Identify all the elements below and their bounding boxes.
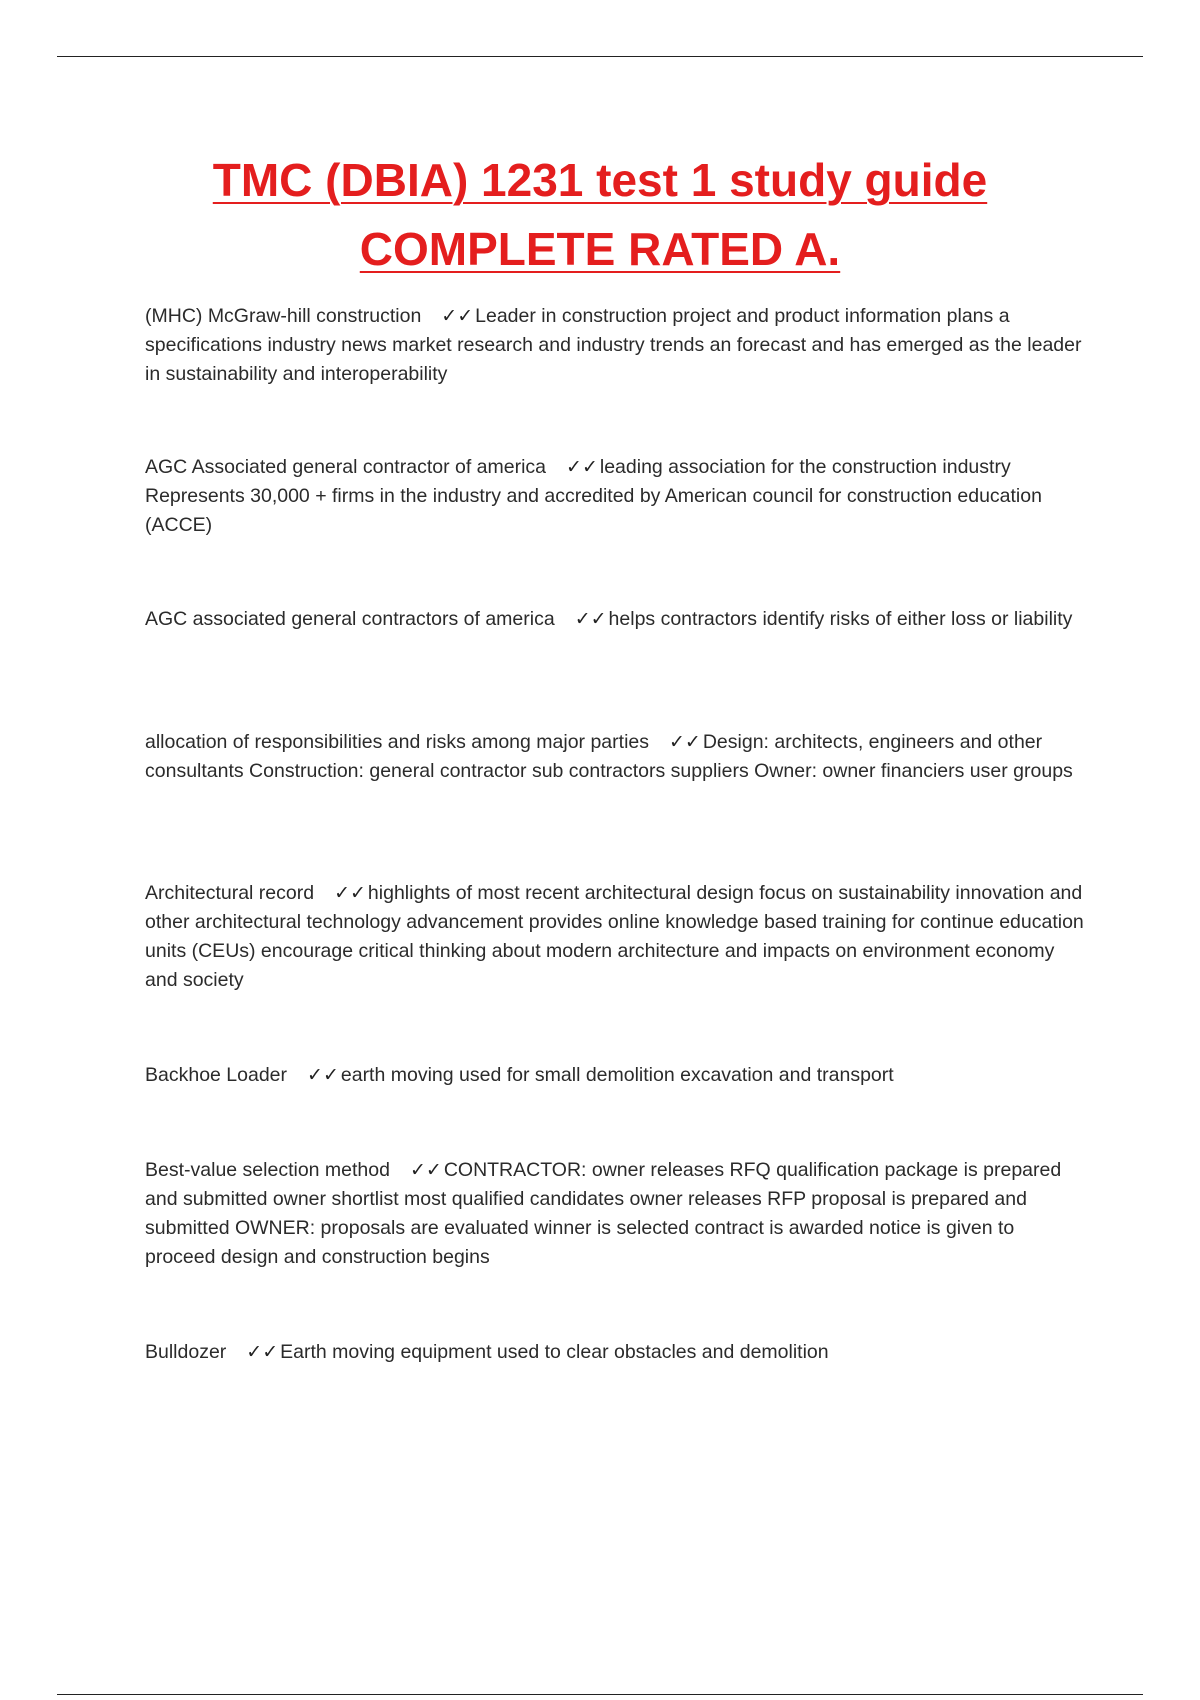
top-rule bbox=[57, 56, 1143, 57]
entry-term: (MHC) McGraw-hill construction bbox=[145, 305, 422, 327]
entry-definition: Earth moving equipment used to clear obstacles and demolition bbox=[280, 1341, 829, 1363]
entry-term: Bulldozer bbox=[145, 1341, 227, 1363]
glossary-entry bbox=[145, 453, 1090, 540]
glossary-entry bbox=[145, 1061, 1090, 1090]
double-check-icon: ✓✓ bbox=[574, 608, 607, 630]
entry-term: Best-value selection method bbox=[145, 1159, 390, 1181]
entry-term: AGC associated general contractors of america bbox=[145, 608, 555, 630]
entry-definition: CONTRACTOR: owner releases RFQ qualification package is prepared and submitted owner shortlist most qualified candidates owner releases RFP proposal is prepared and submitted OWNER: proposals are evaluated winner is selected contract is awarded notice is given to proceed design and construction begins bbox=[145, 1159, 1062, 1268]
entry-definition: leading association for the construction industry Represents 30,000 + firms in the industry and accredited by American council for construction education (ACCE) bbox=[145, 456, 1042, 536]
entry-term: allocation of responsibilities and risks among major parties bbox=[145, 731, 649, 753]
title-line-1: TMC (DBIA) 1231 test 1 study guide bbox=[212, 154, 988, 206]
entry-term: Backhoe Loader bbox=[145, 1064, 288, 1086]
glossary-entry bbox=[145, 879, 1090, 995]
glossary-entry bbox=[145, 1338, 1090, 1367]
entry-term: Architectural record bbox=[145, 882, 315, 904]
glossary-entry bbox=[145, 1156, 1090, 1272]
bottom-rule bbox=[57, 1694, 1143, 1695]
page-title bbox=[120, 146, 1080, 284]
glossary-entry bbox=[145, 605, 1090, 634]
entry-definition: helps contractors identify risks of either loss or liability bbox=[608, 608, 1073, 630]
glossary-entry bbox=[145, 728, 1090, 786]
double-check-icon: ✓✓ bbox=[246, 1341, 279, 1363]
double-check-icon: ✓✓ bbox=[669, 731, 701, 753]
entry-definition: Leader in construction project and product information plans a specifications industry news market research and industry trends an forecast and has emerged as the leader in sustainability and interoperability bbox=[145, 305, 1082, 385]
double-check-icon: ✓✓ bbox=[334, 882, 366, 904]
title-line-2: COMPLETE RATED A. bbox=[359, 223, 841, 275]
entry-definition: earth moving used for small demolition excavation and transport bbox=[340, 1064, 894, 1086]
double-check-icon: ✓✓ bbox=[409, 1159, 442, 1181]
double-check-icon: ✓✓ bbox=[307, 1064, 339, 1086]
entry-term: AGC Associated general contractor of america bbox=[145, 456, 547, 478]
double-check-icon: ✓✓ bbox=[441, 305, 474, 327]
double-check-icon: ✓✓ bbox=[566, 456, 598, 478]
entry-definition: Design: architects, engineers and other consultants Construction: general contractor sub contractors suppliers Owner: owner financiers user groups bbox=[145, 731, 1073, 782]
entry-definition: highlights of most recent architectural design focus on sustainability innovation and other architectural technology advancement provides online knowledge based training for continue education units (CEUs) encourage critical thinking about modern architecture and impacts on environment economy and society bbox=[145, 882, 1084, 991]
glossary-entry bbox=[145, 302, 1090, 389]
